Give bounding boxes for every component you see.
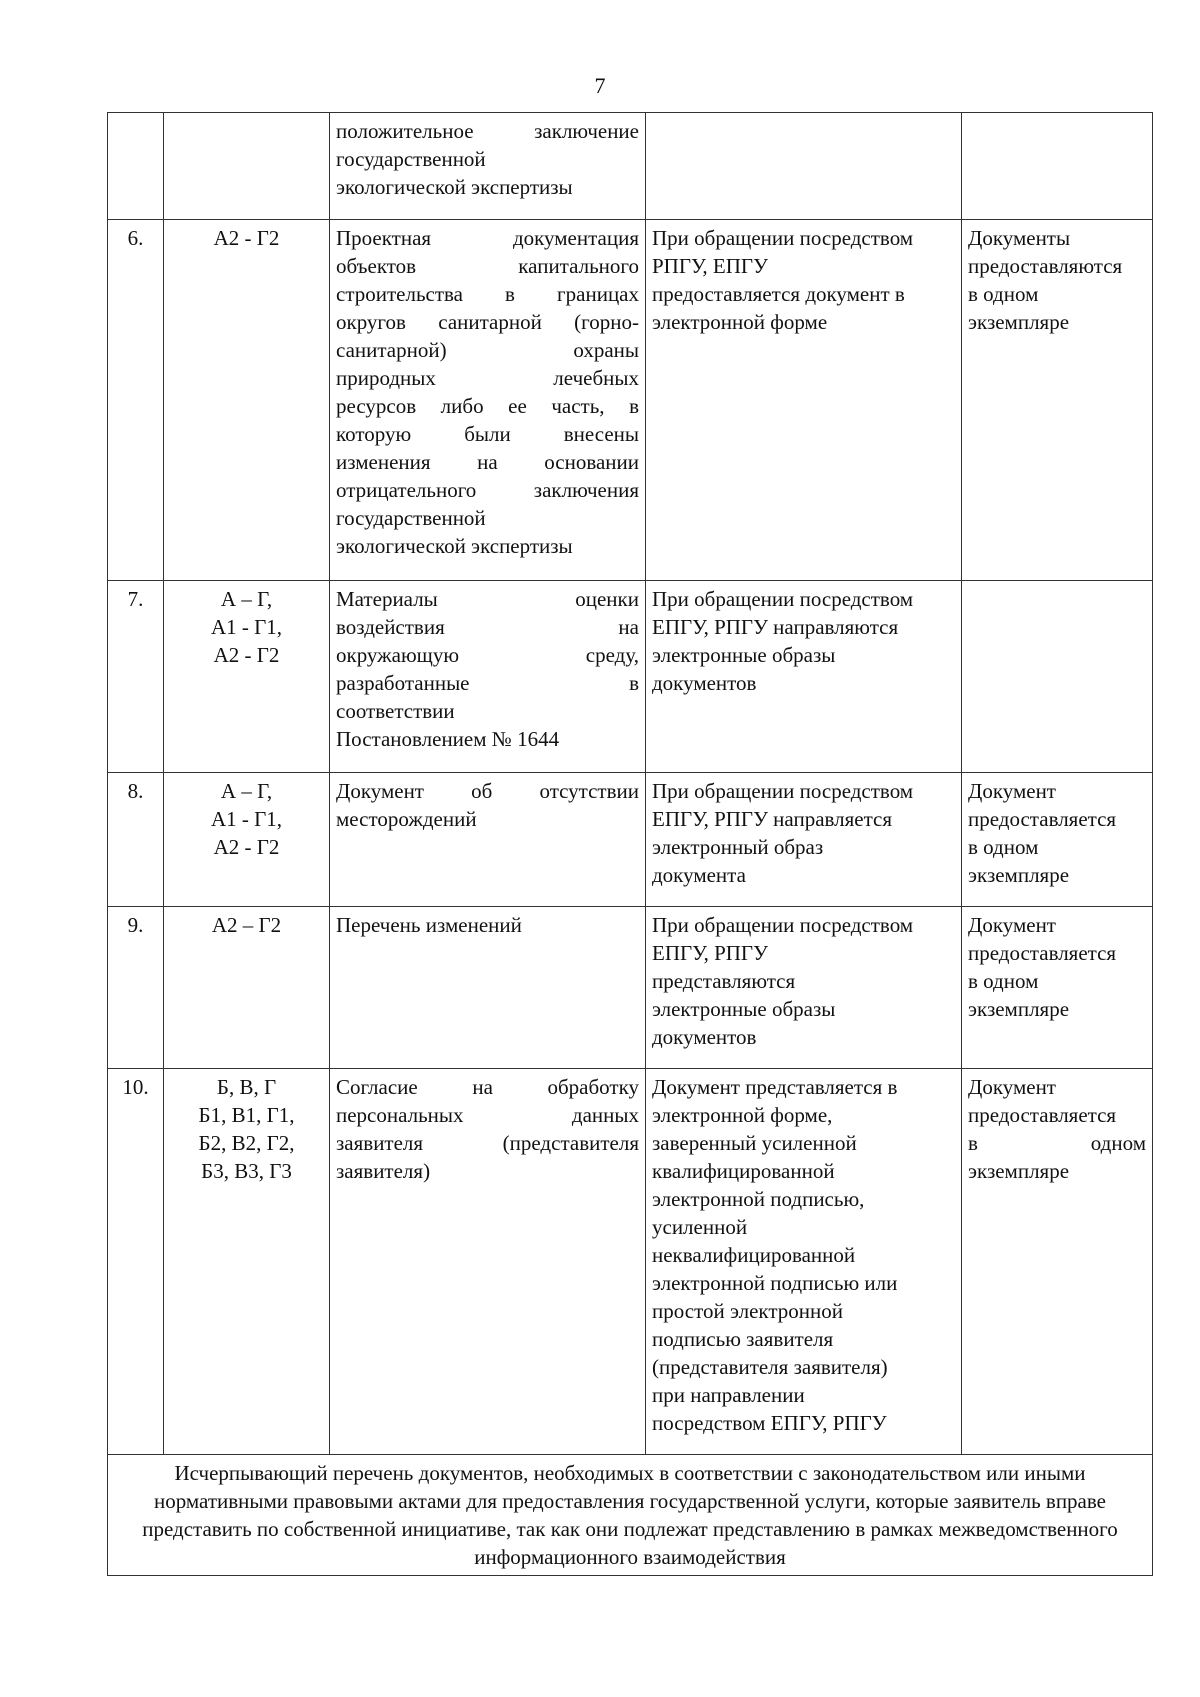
submission-method-cell	[646, 220, 962, 581]
document_lines-line: персональных данных	[336, 1103, 639, 1127]
submission-line: предоставляется документ в	[652, 282, 905, 306]
document-name-cell	[330, 581, 646, 773]
document_lines-line: соответствии	[336, 699, 455, 723]
table-row	[108, 220, 1153, 581]
submission-method-cell	[646, 907, 962, 1069]
section-heading: Исчерпывающий перечень документов, необходимых в соответствии с законодательством или иными нормативными правовыми актами для предоставления государственной услуги, которые заявитель вправе представить по собственной инициативе, так как они подлежат представлению в рамках межведомственного информационного взаимодействия	[108, 1455, 1153, 1576]
submission-line: ЕПГУ, РПГУ направляется	[652, 807, 893, 831]
submission-line: РПГУ, ЕПГУ	[652, 254, 768, 278]
submission-line: При обращении посредством	[652, 587, 914, 611]
note-line: предоставляется	[968, 1103, 1117, 1127]
table-row	[108, 1069, 1153, 1455]
submission-line: электронной форме	[652, 310, 828, 334]
page-number: 7	[594, 73, 606, 98]
submission-line: усиленной	[652, 1215, 748, 1239]
document_lines-line: государственной	[336, 506, 486, 530]
submission-line: (представителя заявителя)	[652, 1355, 888, 1379]
categories-line: Б1, В1, Г1,	[198, 1103, 295, 1127]
submission-line: электронные образы	[652, 643, 836, 667]
row-number-cell	[108, 581, 164, 773]
categories-line: Б, В, Г	[216, 1075, 277, 1099]
row-number: 8.	[127, 779, 144, 803]
document_lines-line: санитарной) охраны	[336, 338, 639, 362]
table-row	[108, 907, 1153, 1069]
document-name-cell	[330, 773, 646, 907]
document_lines-line: округов санитарной (горно-	[336, 310, 639, 334]
submission-line: квалифицированной	[652, 1159, 835, 1183]
document_lines-line: разработанные в	[336, 671, 639, 695]
submission-line: электронный образ	[652, 835, 824, 859]
document_lines-line: отрицательного заключения	[336, 478, 639, 502]
note-line: Документ	[968, 1075, 1056, 1099]
document_lines-line: заявителя)	[336, 1159, 431, 1183]
note-line: в одном	[968, 969, 1039, 993]
submission-line: электронные образы	[652, 997, 836, 1021]
note-line: предоставляются	[968, 254, 1123, 278]
note-cell	[962, 1069, 1153, 1455]
row-number: 10.	[122, 1075, 149, 1099]
document_lines-line: которую были внесены	[336, 422, 639, 446]
submission-line: При обращении посредством	[652, 913, 914, 937]
document_lines-line: Проектная документация	[336, 226, 639, 250]
submission-line: при направлении	[652, 1383, 805, 1407]
categories-line: А – Г,	[220, 587, 273, 611]
submission-line: При обращении посредством	[652, 226, 914, 250]
document_lines-line: природных лечебных	[336, 366, 639, 390]
submission-line: подписью заявителя	[652, 1327, 834, 1351]
submission-line: простой электронной	[652, 1299, 843, 1323]
table-footer-row	[108, 1455, 1153, 1576]
document_lines-line: Согласие на обработку	[336, 1075, 639, 1099]
document_lines-line: изменения на основании	[336, 450, 639, 474]
categories-line: А1 - Г1,	[210, 615, 283, 639]
row-number-cell	[108, 220, 164, 581]
applicant-categories-cell	[164, 220, 330, 581]
submission-method-cell	[646, 1069, 962, 1455]
document_lines-line: Документ об отсутствии	[336, 779, 639, 803]
submission-line: ЕПГУ, РПГУ	[652, 941, 768, 965]
categories-line: А1 - Г1,	[210, 807, 283, 831]
submission-line: электронной подписью или	[652, 1271, 898, 1295]
row-number-cell	[108, 113, 164, 220]
submission-method-cell	[646, 773, 962, 907]
applicant-categories-cell	[164, 773, 330, 907]
categories-line: А2 – Г2	[211, 913, 282, 937]
row-number: 6.	[127, 226, 144, 250]
row-number-cell	[108, 773, 164, 907]
submission-line: документа	[652, 863, 746, 887]
submission-method-cell	[646, 581, 962, 773]
applicant-categories-cell	[164, 581, 330, 773]
categories-line: А2 - Г2	[213, 226, 280, 250]
document_lines-line: воздействия на	[336, 615, 639, 639]
document-name-cell	[330, 1069, 646, 1455]
submission-line: электронной форме,	[652, 1103, 833, 1127]
note-line: экземпляре	[968, 997, 1070, 1021]
document_lines-line: окружающую среду,	[336, 643, 639, 667]
note-line: экземпляре	[968, 863, 1070, 887]
note-line: Документ	[968, 913, 1056, 937]
submission-line: документов	[652, 671, 757, 695]
applicant-categories-cell	[164, 907, 330, 1069]
note-line: предоставляется	[968, 807, 1117, 831]
document_lines-line: месторождений	[336, 807, 477, 831]
applicant-categories-cell	[164, 113, 330, 220]
document-name-cell	[330, 220, 646, 581]
categories-line: А2 - Г2	[213, 643, 280, 667]
applicant-categories-cell	[164, 1069, 330, 1455]
categories-line: Б3, В3, Г3	[201, 1159, 292, 1183]
document-name-cell	[330, 113, 646, 220]
document_lines-line: экологической экспертизы	[336, 534, 573, 558]
submission-line: посредством ЕПГУ, РПГУ	[652, 1411, 887, 1435]
note-line: в одном	[968, 835, 1039, 859]
submission-line: Документ представляется в	[652, 1075, 898, 1099]
document_lines-line: экологической экспертизы	[336, 175, 573, 199]
row-number: 7.	[127, 587, 144, 611]
submission-line: документов	[652, 1025, 757, 1049]
table-row	[108, 581, 1153, 773]
documents-table	[107, 112, 1153, 1576]
document_lines-line: положительное заключение	[336, 119, 639, 143]
categories-line: А – Г,	[220, 779, 273, 803]
document_lines-line: Постановлением № 1644	[336, 727, 560, 751]
note-cell	[962, 113, 1153, 220]
note-cell	[962, 773, 1153, 907]
categories-line: А2 - Г2	[213, 835, 280, 859]
document-name-cell	[330, 907, 646, 1069]
submission-line: При обращении посредством	[652, 779, 914, 803]
document_lines-line: заявителя (представителя	[336, 1131, 639, 1155]
submission-method-cell	[646, 113, 962, 220]
categories-line: Б2, В2, Г2,	[198, 1131, 295, 1155]
note-line: Документы	[968, 226, 1071, 250]
document_lines-line: Перечень изменений	[336, 913, 522, 937]
submission-line: представляются	[652, 969, 796, 993]
document_lines-line: Материалы оценки	[336, 587, 639, 611]
note-line: экземпляре	[968, 310, 1070, 334]
row-number: 9.	[127, 913, 144, 937]
note-cell	[962, 220, 1153, 581]
document_lines-line: ресурсов либо ее часть, в	[336, 394, 639, 418]
row-number-cell	[108, 907, 164, 1069]
note-line: в одном	[968, 1131, 1146, 1155]
note-line: предоставляется	[968, 941, 1117, 965]
table-row	[108, 773, 1153, 907]
document_lines-line: строительства в границах	[336, 282, 639, 306]
document_lines-line: объектов капитального	[336, 254, 639, 278]
submission-line: ЕПГУ, РПГУ направляются	[652, 615, 899, 639]
submission-line: заверенный усиленной	[652, 1131, 857, 1155]
note-line: Документ	[968, 779, 1056, 803]
note-cell	[962, 581, 1153, 773]
note-line: в одном	[968, 282, 1039, 306]
document_lines-line: государственной	[336, 147, 486, 171]
note-cell	[962, 907, 1153, 1069]
table-row	[108, 113, 1153, 220]
row-number-cell	[108, 1069, 164, 1455]
note-line: экземпляре	[968, 1159, 1070, 1183]
submission-line: электронной подписью,	[652, 1187, 865, 1211]
submission-line: неквалифицированной	[652, 1243, 856, 1267]
